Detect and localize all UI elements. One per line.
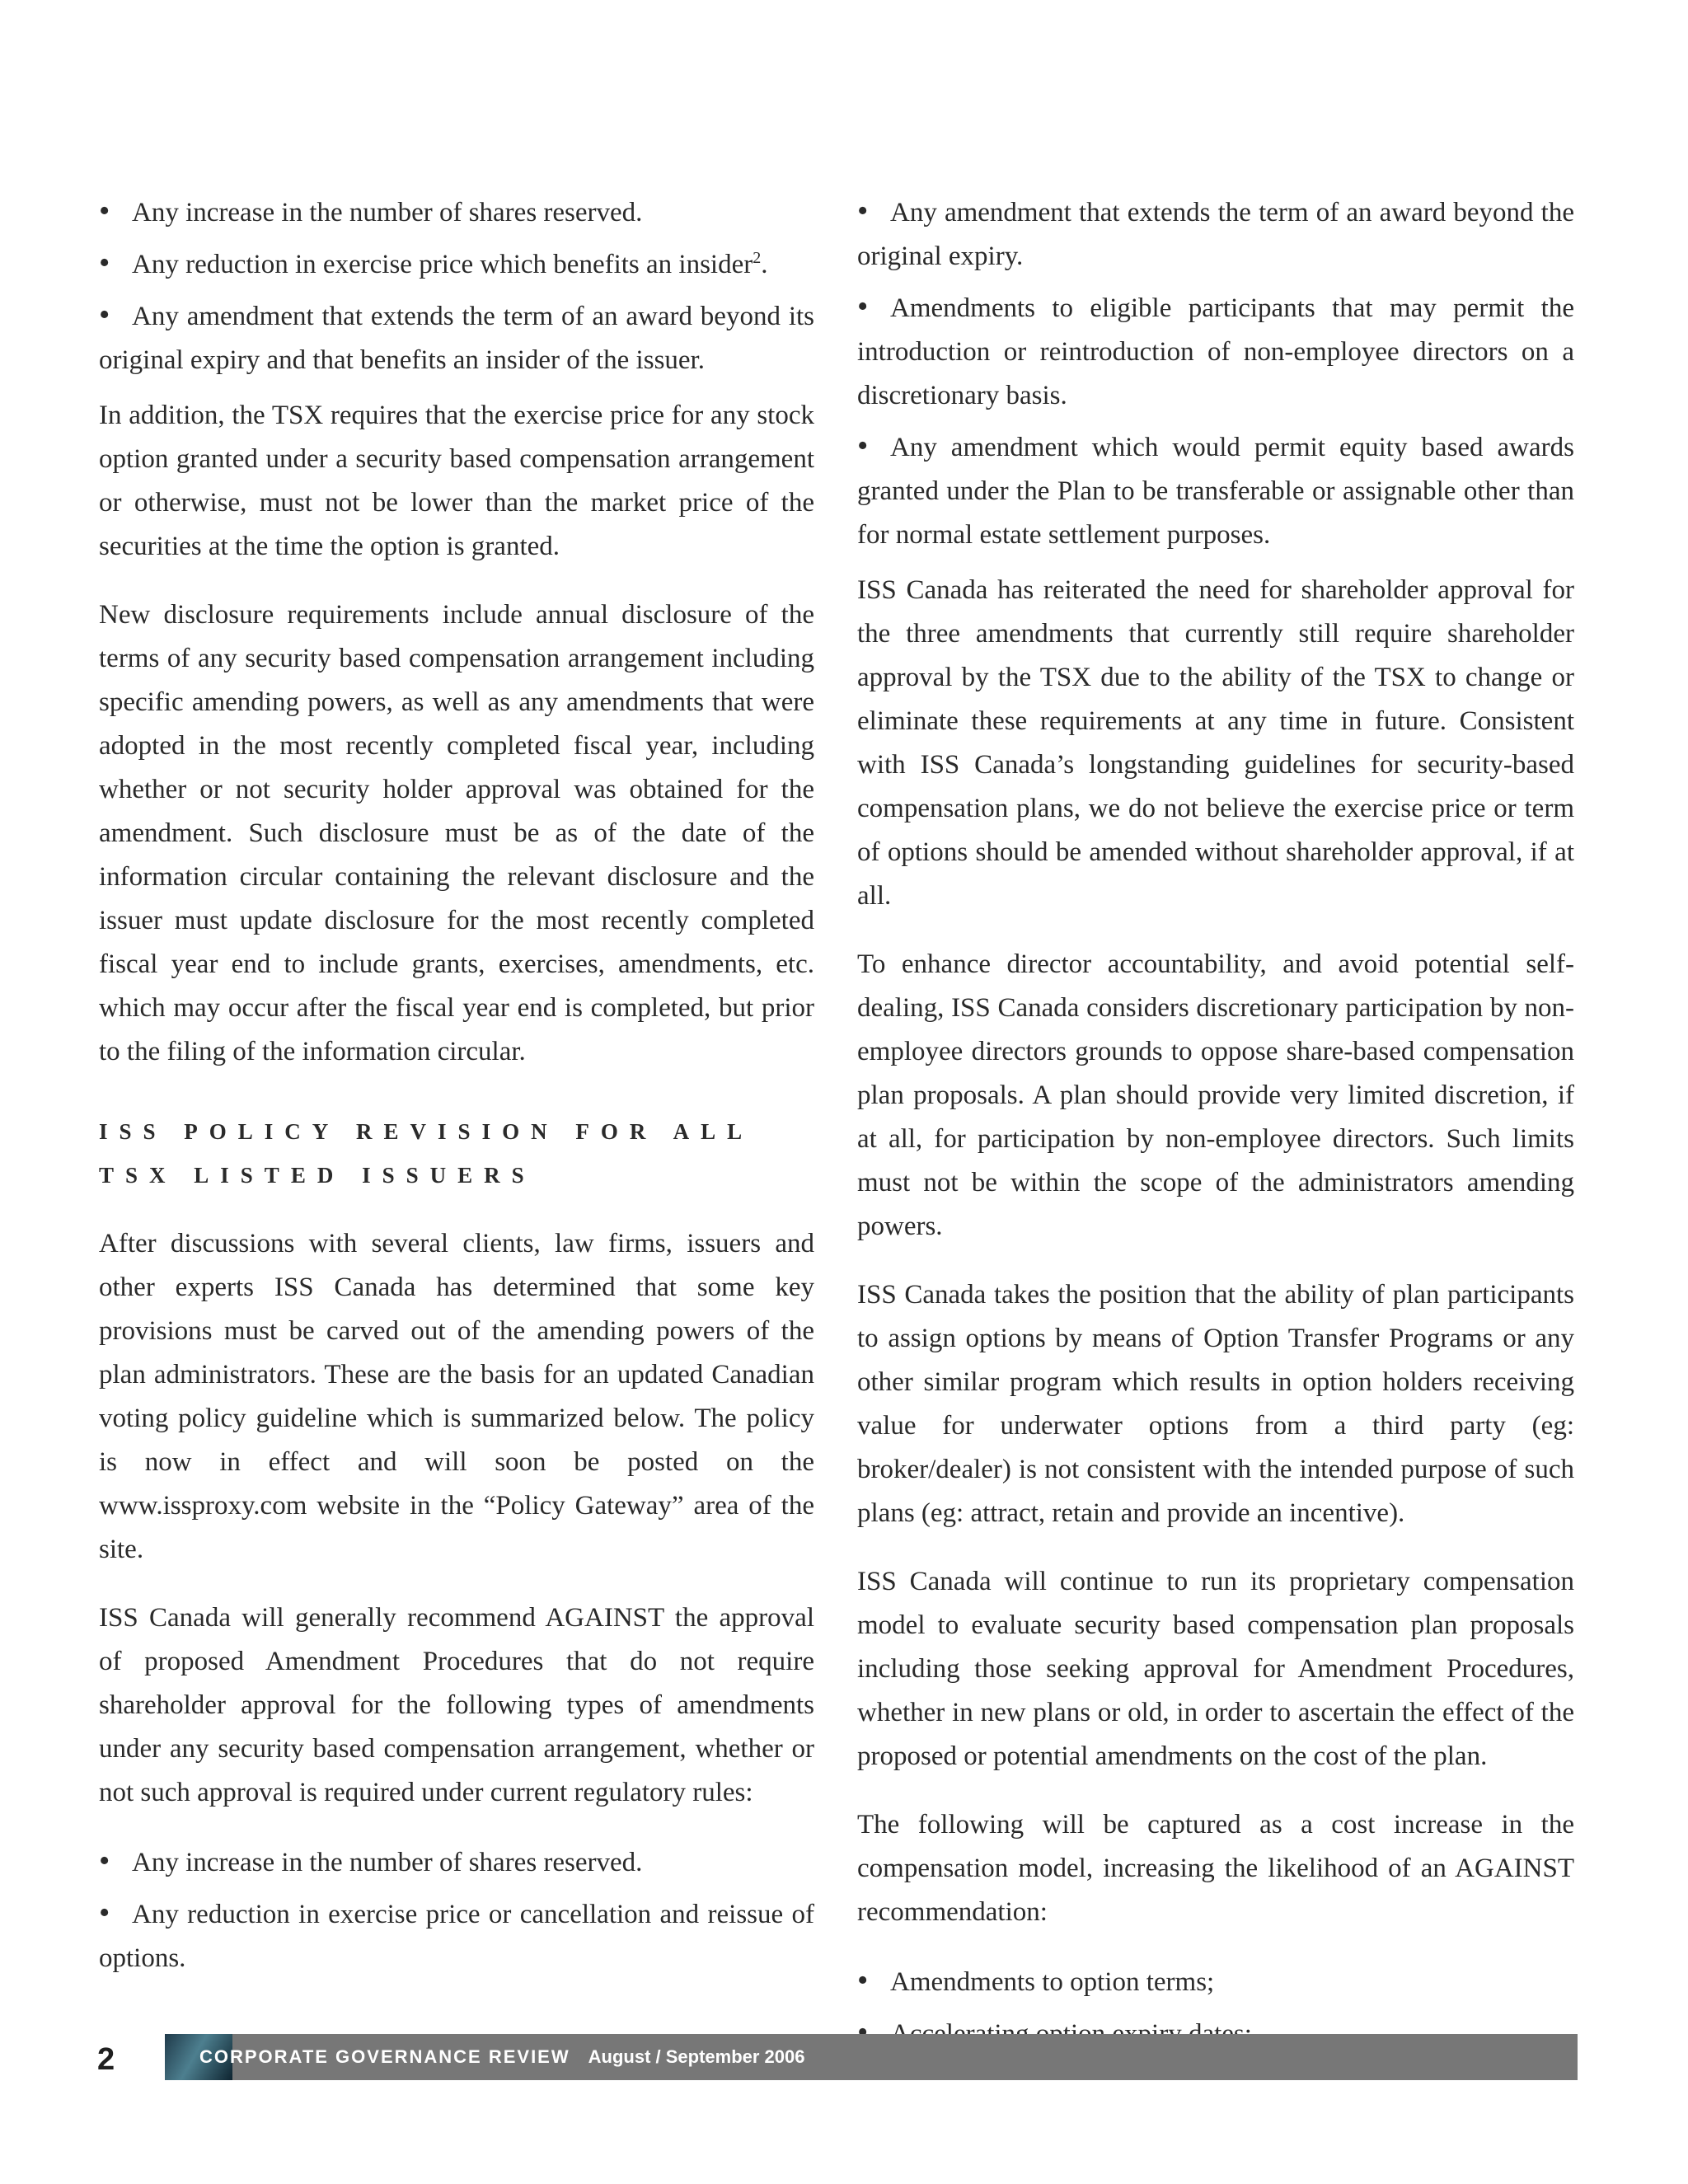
issue-date: August / September 2006 bbox=[588, 2046, 805, 2067]
footnote-ref[interactable]: 2 bbox=[753, 249, 762, 267]
bullet-icon bbox=[99, 293, 132, 339]
bullet-icon bbox=[99, 1891, 132, 1937]
left-column bbox=[99, 190, 814, 1987]
list-item: •Any reduction in exercise price or cancellation and reissue of options. bbox=[99, 1891, 814, 1980]
bullet-icon bbox=[857, 1959, 890, 2004]
paragraph-disclosure: New disclosure requirements include annual disclosure of the terms of any security based compensation arrangement including specific amending powers, as well as any amendments that were adopted in the most recently completed fiscal year, including whether or not security holder approval was obtained for the amendment. Such disclosure must be as of the date of the information circular containing the relevant disclosure and the issuer must update disclosure for the most recently completed fiscal year end to include grants, exercises, amendments, etc. which may occur after the fiscal year end is completed, but prior to the filing of the information circular. bbox=[99, 600, 814, 1066]
list-item: •Any amendment that extends the term of an award beyond the original expiry. bbox=[857, 190, 1574, 279]
list-item: •Any amendment that extends the term of an award beyond its original expiry and that benefits an insider of the issuer. bbox=[99, 293, 814, 382]
paragraph-discussions: After discussions with several clients, law firms, issuers and other experts ISS Canada has determined that some key provisions must be carved out of the amending powers of the plan administrators. These are the basis for an updated Canadian voting policy guideline which is summarized below. The policy is now in effect and will soon be posted on the www.issproxy.com website in the “Policy Gateway” area of the site. bbox=[99, 1229, 814, 1564]
paragraph-tsx: In addition, the TSX requires that the exercise price for any stock option granted under a security based compensation arrangement or otherwise, must not be lower than the market price of the securities at the time the option is granted. bbox=[99, 401, 814, 561]
paragraph-following: The following will be captured as a cost increase in the compensation model, increasing the likelihood of an AGAINST recommendation: bbox=[857, 1810, 1574, 1927]
paragraph-accountability: To enhance director accountability, and avoid potential self-dealing, ISS Canada considers discretionary participation by non-employee directors grounds to oppose share-based compensation plan proposals. A plan should provide very limited discretion, if at all, for participation by non-employee directors. Such limits must not be within the scope of the administrators amending powers. bbox=[857, 949, 1574, 1241]
list-item: •Amendments to option terms; bbox=[857, 1959, 1574, 2004]
bullet-icon bbox=[99, 241, 132, 287]
paragraph-reiterated: ISS Canada has reiterated the need for shareholder approval for the three amendments that currently still require shareholder approval by the TSX due to the ability of the TSX to change or eliminate these requirements at any time in future. Consistent with ISS Canada’s longstanding guidelines for security-based compensation plans, we do not believe the exercise price or term of options should be amended without shareholder approval, if at all. bbox=[857, 575, 1574, 911]
bullet-icon bbox=[857, 285, 890, 330]
list-item: •Amendments to eligible participants that may permit the introduction or reintroduction of non-employee directors on a discretionary basis. bbox=[857, 285, 1574, 418]
list-item: •Any amendment which would permit equity based awards granted under the Plan to be transferable or assignable other than for normal estate settlement purposes. bbox=[857, 424, 1574, 557]
bullet-icon bbox=[99, 190, 132, 235]
bullet-icon bbox=[857, 424, 890, 470]
footer-title bbox=[199, 2034, 805, 2080]
list-item: •Any reduction in exercise price which benefits an insider$^2$. bbox=[99, 241, 814, 287]
paragraph-position: ISS Canada takes the position that the ability of plan participants to assign options by means of Option Transfer Programs or any other similar program which results in option holders receiving value for underwater options from a third party (eg: broker/dealer) is not consistent with the intended purpose of such plans (eg: attract, retain and provide an incentive). bbox=[857, 1280, 1574, 1528]
list-item: •Any increase in the number of shares reserved. bbox=[99, 1840, 814, 1885]
bullet-icon bbox=[857, 190, 890, 235]
right-column bbox=[857, 190, 1574, 2063]
paragraph-model: ISS Canada will continue to run its proprietary compensation model to evaluate security based compensation plan proposals including those seeking approval for Amendment Procedures, whether in new plans or old, in order to ascertain the effect of the proposed or potential amendments on the cost of the plan. bbox=[857, 1567, 1574, 1771]
page-number: 2 bbox=[97, 2042, 115, 2077]
publication-name: CORPORATE GOVERNANCE REVIEW bbox=[199, 2046, 570, 2067]
paragraph-against: ISS Canada will generally recommend AGAINST the approval of proposed Amendment Procedures that do not require shareholder approval for the following types of amendments under any security based compensation arrangement, whether or not such approval is required under current regulatory rules: bbox=[99, 1603, 814, 1807]
footer-bar bbox=[165, 2034, 1578, 2080]
bullet-icon bbox=[99, 1840, 132, 1885]
section-heading: ISS POLICY REVISION FOR ALL TSX LISTED ISSUERS bbox=[99, 1119, 753, 1188]
list-item: •Any increase in the number of shares reserved. bbox=[99, 190, 814, 235]
